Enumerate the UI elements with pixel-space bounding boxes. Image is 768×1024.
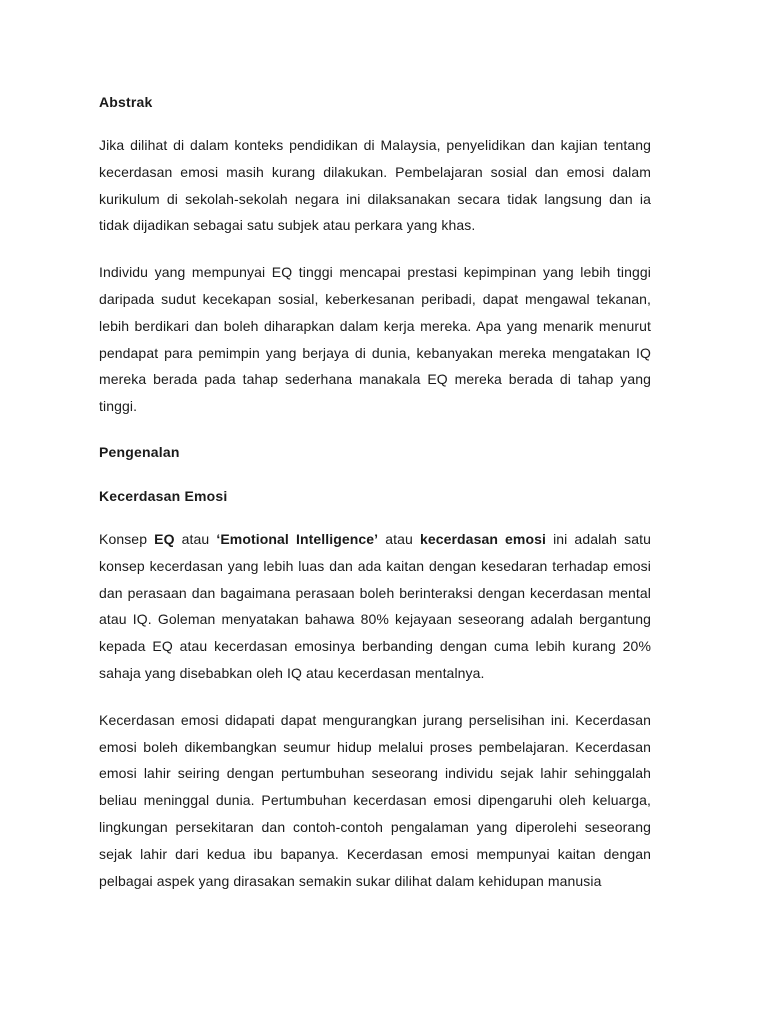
kecerdasan-emosi-paragraph-2: Kecerdasan emosi didapati dapat mengurangkan jurang perselisihan ini. Kecerdasan emosi boleh dikembangkan seumur hidup melalui proses pembelajaran. Kecerdasan emosi lahir seiring dengan pertumbuhan seseorang individu sejak lahir sehinggalah beliau meninggal dunia. Pertumbuhan kecerdasan emosi dipengaruhi oleh keluarga, lingkungan persekitaran dan contoh-contoh pengalaman yang diperolehi seseorang sejak lahir dari kedua ibu bapanya. Kecerdasan emosi mempunyai kaitan dengan pelbagai aspek yang dirasakan semakin sukar dilihat dalam kehidupan manusia xyxy=(99,711,651,889)
text-run: Konsep xyxy=(99,530,155,547)
bold-term-kecerdasan-emosi: kecerdasan emosi xyxy=(419,530,547,547)
text-run: atau xyxy=(378,530,420,547)
heading-pengenalan: Pengenalan xyxy=(99,443,180,460)
bold-term-eq: EQ xyxy=(154,530,175,547)
kecerdasan-emosi-paragraph-1 xyxy=(99,526,651,687)
text-run: atau xyxy=(174,530,217,547)
heading-kecerdasan-emosi: Kecerdasan Emosi xyxy=(99,487,228,504)
bold-term-emotional-intelligence: ‘Emotional Intelligence’ xyxy=(216,530,379,547)
abstrak-paragraph-2: Individu yang mempunyai EQ tinggi mencapai prestasi kepimpinan yang lebih tinggi daripada sudut kecekapan sosial, keberkesanan peribadi, dapat mengawal tekanan, lebih berdikari dan boleh diharapkan dalam kerja mereka. Apa yang menarik menurut pendapat para pemimpin yang berjaya di dunia, kebanyakan mereka mengatakan IQ mereka berada pada tahap sederhana manakala EQ mereka berada di tahap yang tinggi. xyxy=(99,264,651,415)
document-body xyxy=(99,90,651,894)
abstrak-paragraph-1: Jika dilihat di dalam konteks pendidikan di Malaysia, penyelidikan dan kajian tentang kecerdasan emosi masih kurang dilakukan. Pembelajaran sosial dan emosi dalam kurikulum di sekolah-sekolah negara ini dilaksanakan secara tidak langsung dan ia tidak dijadikan sebagai satu subjek atau perkara yang khas. xyxy=(99,137,651,234)
heading-abstrak: Abstrak xyxy=(99,94,153,110)
text-run: ini adalah satu konsep kecerdasan yang lebih luas dan ada kaitan dengan kesedaran terhadap emosi dan perasaan dan bagaimana perasaan boleh berinteraksi dengan kecerdasan mental atau IQ. Goleman menyatakan bahawa 80% kejayaan seseorang adalah bergantung kepada EQ atau kecerdasan emosinya berbanding dengan cuma lebih kurang 20% sahaja yang disebabkan oleh IQ atau kecerdasan mentalnya. xyxy=(99,530,651,681)
